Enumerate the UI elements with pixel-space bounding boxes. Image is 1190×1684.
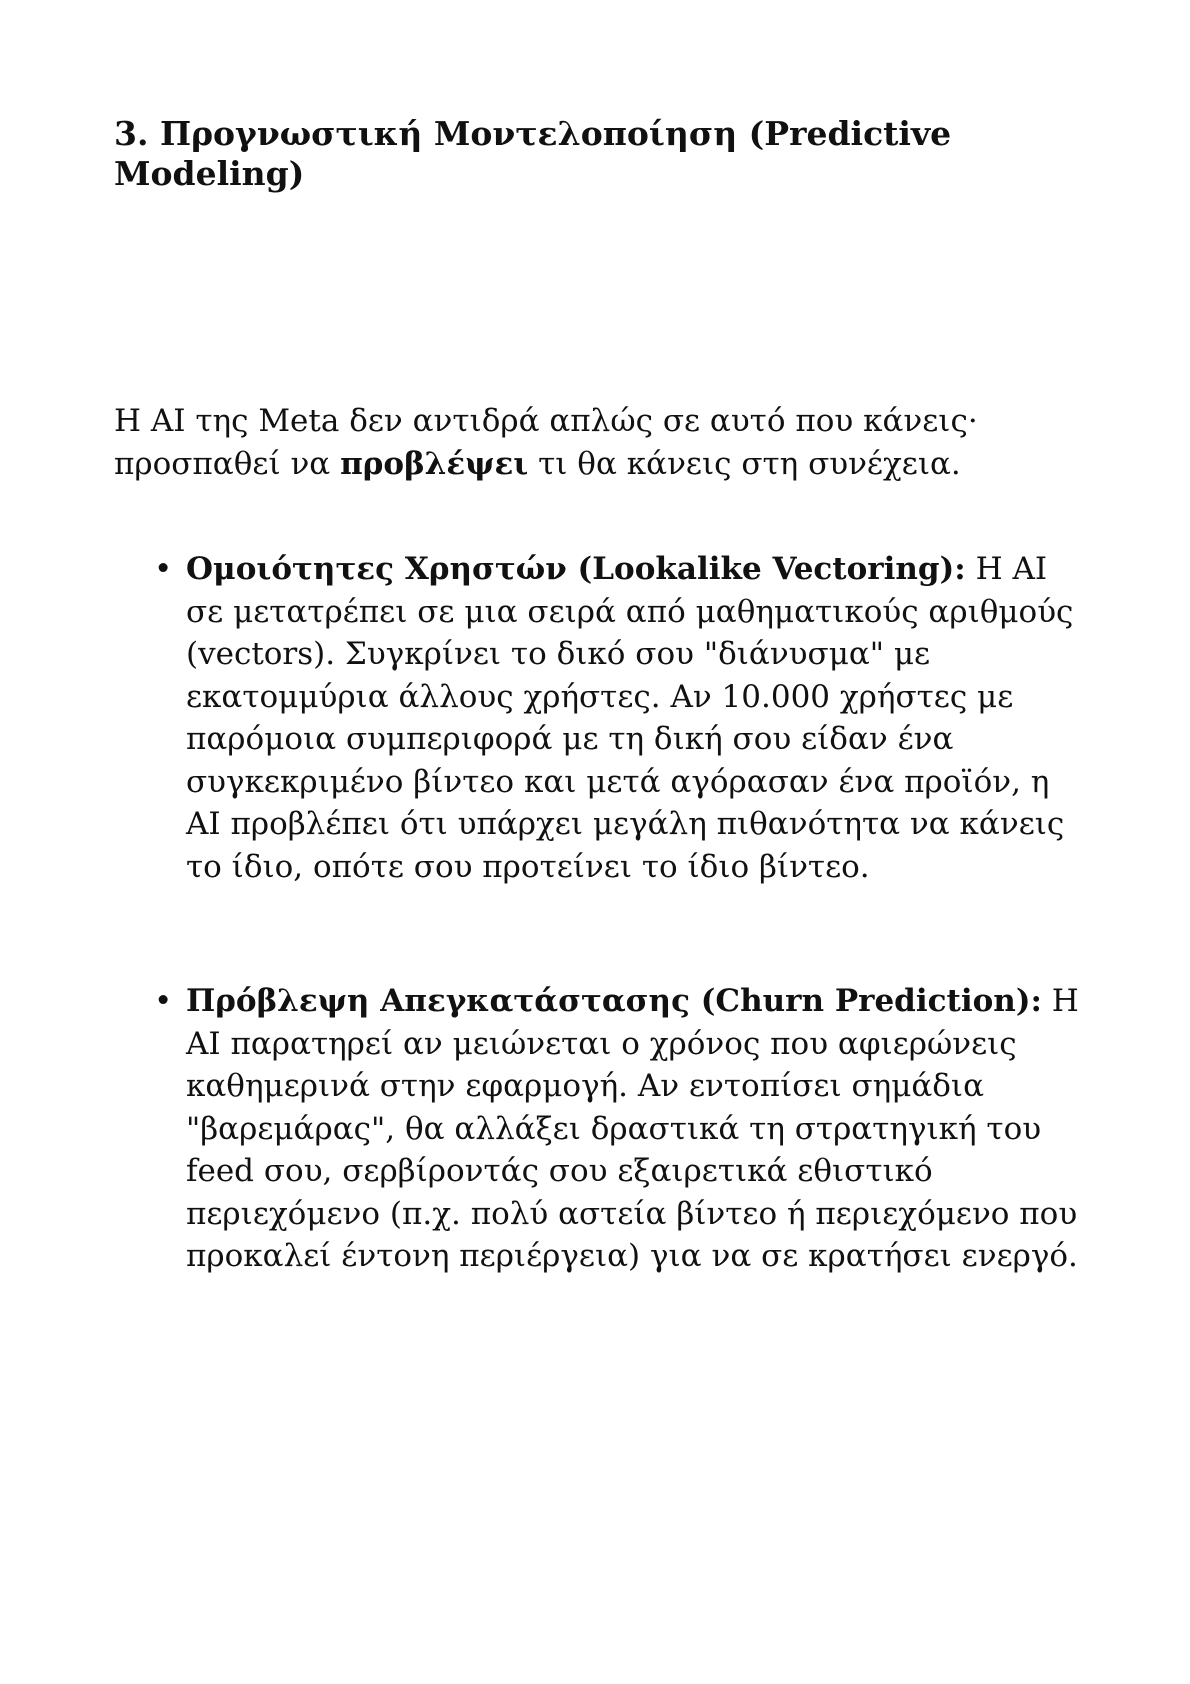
bullet-text: Η AI σε μετατρέπει σε μια σειρά από μαθηματικούς αριθμούς (vectors). Συγκρίνει το δικό σου "διάνυσμα" με εκατομμύρια άλλους χρήστες. Αν 10.000 χρήστες με παρόμοια συμπεριφορά με τη δική σου είδαν ένα συγκεκριμένο βίντεο και μετά αγόρασαν ένα προϊόν, η AI προβλέπει ότι υπάρχει μεγάλη πιθανότητα να κάνεις το ίδιο, οπότε σου προτείνει το ίδιο βίντεο. (186, 551, 1074, 885)
section-heading: 3. Προγνωστική Μοντελοποίηση (Predictive Modeling) (114, 114, 952, 193)
bullet-marker: • (154, 983, 173, 1019)
bullet-text: Η AI παρατηρεί αν μειώνεται ο χρόνος που αφιερώνεις καθημερινά στην εφαρμογή. Αν εντοπίσει σημάδια "βαρεμάρας", θα αλλάξει δραστικά τη στρατηγική του feed σου, σερβίροντάς σου εξαιρετικά εθιστικό περιεχόμενο (π.χ. πολύ αστεία βίντεο ή περιεχόμενο που προκαλεί έντονη περιέργεια) για να σε κρατήσει ενεργό. (186, 983, 1079, 1274)
intro-text-before: Η AI της Meta δεν αντιδρά απλώς σε αυτό που κάνεις· προσπαθεί να (114, 403, 978, 482)
bullet-list (0, 548, 1190, 1278)
bullet-term: Πρόβλεψη Απεγκατάστασης (Churn Prediction): (186, 983, 1042, 1019)
intro-text-after: τι θα κάνεις στη συνέχεια. (528, 446, 961, 482)
bullet-term: Ομοιότητες Χρηστών (Lookalike Vectoring): (186, 551, 966, 587)
intro-emphasis: προβλέψει (340, 446, 529, 482)
bullet-marker: • (154, 551, 173, 587)
intro-paragraph (114, 400, 1074, 486)
bullet-item-lookalike-vectoring (154, 548, 1086, 888)
bullet-item-churn-prediction (154, 980, 1086, 1278)
